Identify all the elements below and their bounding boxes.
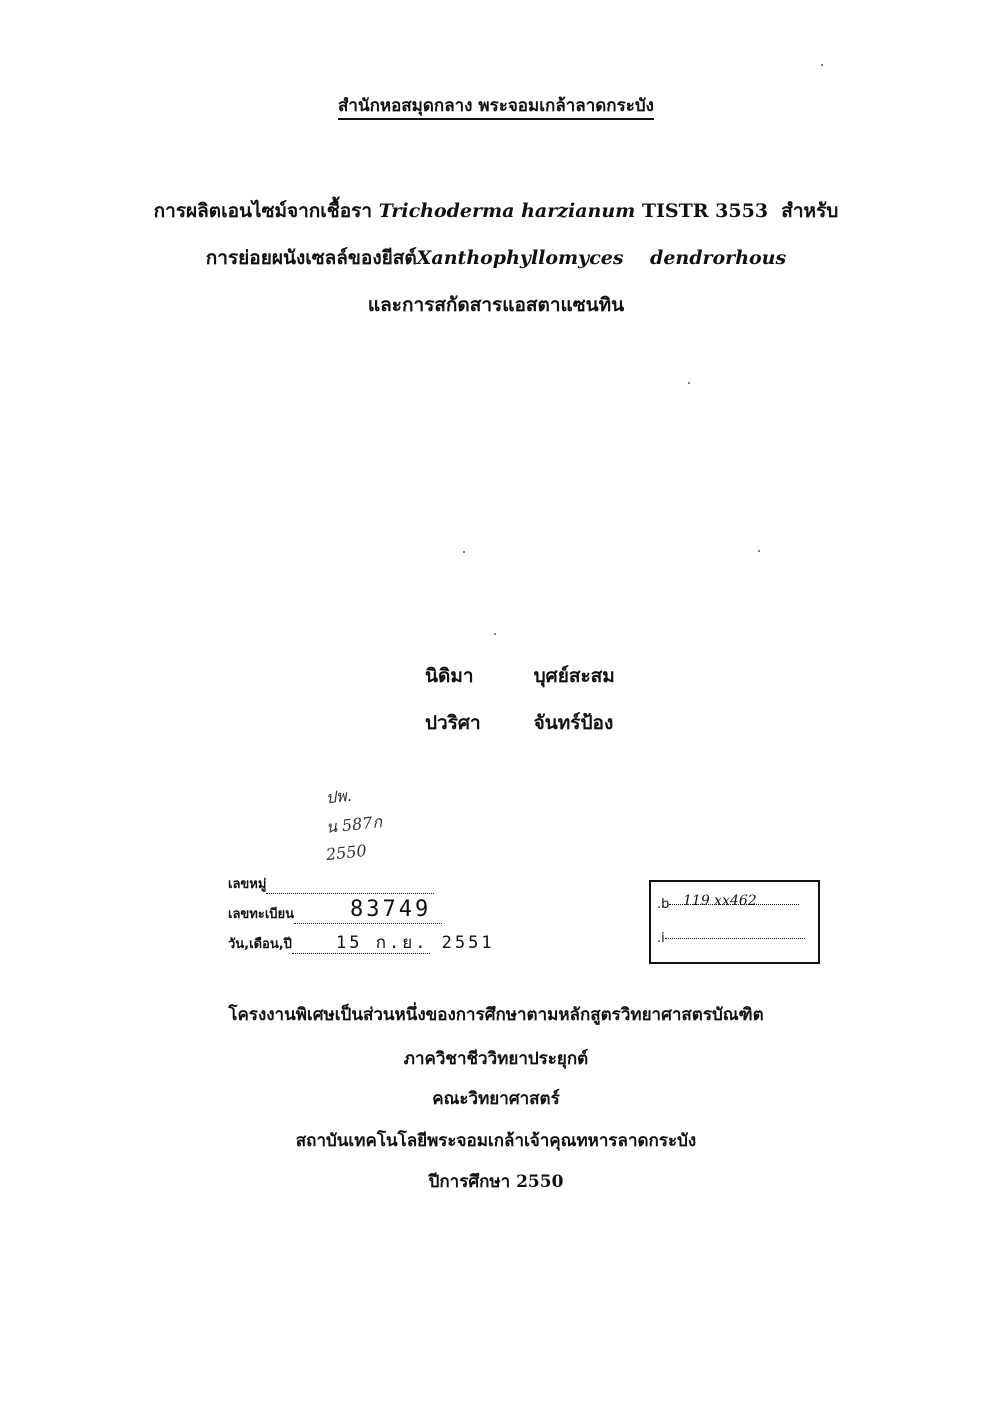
date-label: วัน,เดือน,ปี [228,937,292,952]
registration-dots [294,923,442,924]
footer-line-1: โครงงานพิเศษเป็นส่วนหนึ่งของการศึกษาตามหลักสูตรวิทยาศาสตรบัณฑิต [228,1005,764,1025]
bib-i-row [657,922,818,956]
library-stamp-text: สำนักหอสมุดกลาง พระจอมเกล้าลาดกระบัง [338,96,654,120]
title-line-1-end: สำหรับ [781,200,839,222]
title-line-3 [0,290,992,320]
title-species-1: Trichoderma harzianum [378,200,636,222]
title-line-2-thai: การย่อยผนังเซลล์ของยีสต์ [205,247,417,269]
catalog-stamp [228,873,495,963]
title-line-1 [0,196,992,226]
scan-speck [494,633,496,635]
footer-line-2: ภาควิชาชีววิทยาประยุกต์ [403,1049,589,1069]
bib-record-box [649,880,820,964]
author-1-first-name: นิดิมา [425,665,474,687]
bib-b-row [657,888,818,922]
handwritten-call-line-2: น 587ก [325,812,383,837]
footer-line-5: ปีการศึกษา 2550 [428,1172,564,1192]
call-number-dots [266,893,434,894]
title-strain: TISTR 3553 [641,200,769,222]
date-row [228,933,495,963]
title-line-3-text: และการสกัดสารแอสตาแซนทิน [367,294,625,316]
handwritten-call-line-1: ปพ. [324,785,353,808]
title-line-2 [0,243,992,273]
call-number-label: เลขหมู่ [228,877,267,892]
bib-i-dots [665,938,805,939]
scan-speck [688,382,690,384]
footer-line-3: คณะวิทยาศาสตร์ [432,1089,560,1109]
handwritten-call-line-3: 2550 [325,840,368,865]
scan-speck [463,551,465,553]
scan-speck [821,64,823,66]
author-2-last-name: จันทร์ป้อง [533,712,614,734]
title-line-1-thai: การผลิตเอนไซม์จากเชื้อรา [153,200,372,222]
call-number-row [228,873,468,903]
bib-b-value: 119 xx462 [683,893,757,909]
author-2-first-name: ปวริศา [425,712,481,734]
date-value: 15 ก.ย. 2551 [336,933,495,953]
footer-line-4: สถาบันเทคโนโลยีพระจอมเกล้าเจ้าคุณทหารลาดกระบัง [295,1131,697,1151]
author-2 [425,708,613,738]
registration-label: เลขทะเบียน [228,907,295,922]
title-species-2-genus: Xanthophyllomyces [416,247,624,269]
bib-b-label: .b [657,897,670,912]
title-species-2-epithet: dendrorhous [650,247,787,269]
author-1 [425,661,615,691]
library-stamp [0,92,992,119]
author-1-last-name: บุศย์สะสม [533,665,615,687]
bib-i-label: .i [657,931,665,946]
scan-speck [758,550,760,552]
registration-number: 83749 [350,897,432,922]
